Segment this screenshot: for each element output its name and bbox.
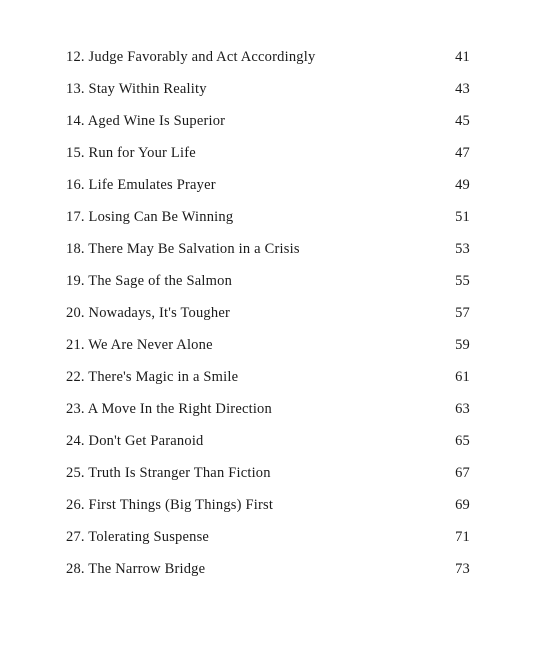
toc-entry (66, 108, 470, 140)
entry-title: 26. First Things (Big Things) First (66, 497, 274, 513)
toc-entry (66, 236, 470, 268)
entry-page-number: 51 (455, 209, 470, 225)
entry-page-number: 71 (455, 529, 470, 545)
toc-entry (66, 492, 470, 524)
entry-page-number: 53 (455, 241, 470, 257)
entry-title: 12. Judge Favorably and Act Accordingly (66, 49, 316, 65)
entry-page-number: 45 (455, 113, 470, 129)
toc-entry (66, 76, 470, 108)
toc-entry (66, 332, 470, 364)
entry-title: 19. The Sage of the Salmon (66, 273, 233, 289)
entry-page-number: 61 (455, 369, 470, 385)
toc-entry (66, 204, 470, 236)
toc-entry (66, 172, 470, 204)
entry-page-number: 69 (455, 497, 470, 513)
entry-title: 15. Run for Your Life (66, 145, 196, 161)
entry-page-number: 43 (455, 81, 470, 97)
entry-title: 28. The Narrow Bridge (66, 561, 206, 577)
toc-entry (66, 268, 470, 300)
table-of-contents (66, 44, 470, 588)
entry-page-number: 47 (455, 145, 470, 161)
toc-entry (66, 140, 470, 172)
entry-page-number: 63 (455, 401, 470, 417)
entry-title: 16. Life Emulates Prayer (66, 177, 216, 193)
entry-title: 23. A Move In the Right Direction (66, 401, 272, 417)
entry-title: 27. Tolerating Suspense (66, 529, 210, 545)
toc-entry (66, 556, 470, 588)
entry-page-number: 67 (455, 465, 470, 481)
entry-page-number: 65 (455, 433, 470, 449)
entry-title: 14. Aged Wine Is Superior (66, 113, 226, 129)
toc-entry (66, 364, 470, 396)
entry-title: 20. Nowadays, It's Tougher (66, 305, 230, 321)
entry-page-number: 57 (455, 305, 470, 321)
toc-entry (66, 300, 470, 332)
entry-page-number: 55 (455, 273, 470, 289)
toc-entry (66, 396, 470, 428)
entry-title: 22. There's Magic in a Smile (66, 369, 239, 385)
entry-title: 21. We Are Never Alone (66, 337, 213, 353)
entry-title: 25. Truth Is Stranger Than Fiction (66, 465, 271, 481)
toc-entry (66, 524, 470, 556)
entry-page-number: 49 (455, 177, 470, 193)
entry-title: 13. Stay Within Reality (66, 81, 207, 97)
entry-page-number: 73 (455, 561, 470, 577)
toc-entry (66, 428, 470, 460)
toc-entry (66, 44, 470, 76)
entry-title: 17. Losing Can Be Winning (66, 209, 234, 225)
entry-page-number: 41 (455, 49, 470, 65)
entry-title: 24. Don't Get Paranoid (66, 433, 204, 449)
entry-title: 18. There May Be Salvation in a Crisis (66, 241, 300, 257)
entry-page-number: 59 (455, 337, 470, 353)
toc-entry (66, 460, 470, 492)
